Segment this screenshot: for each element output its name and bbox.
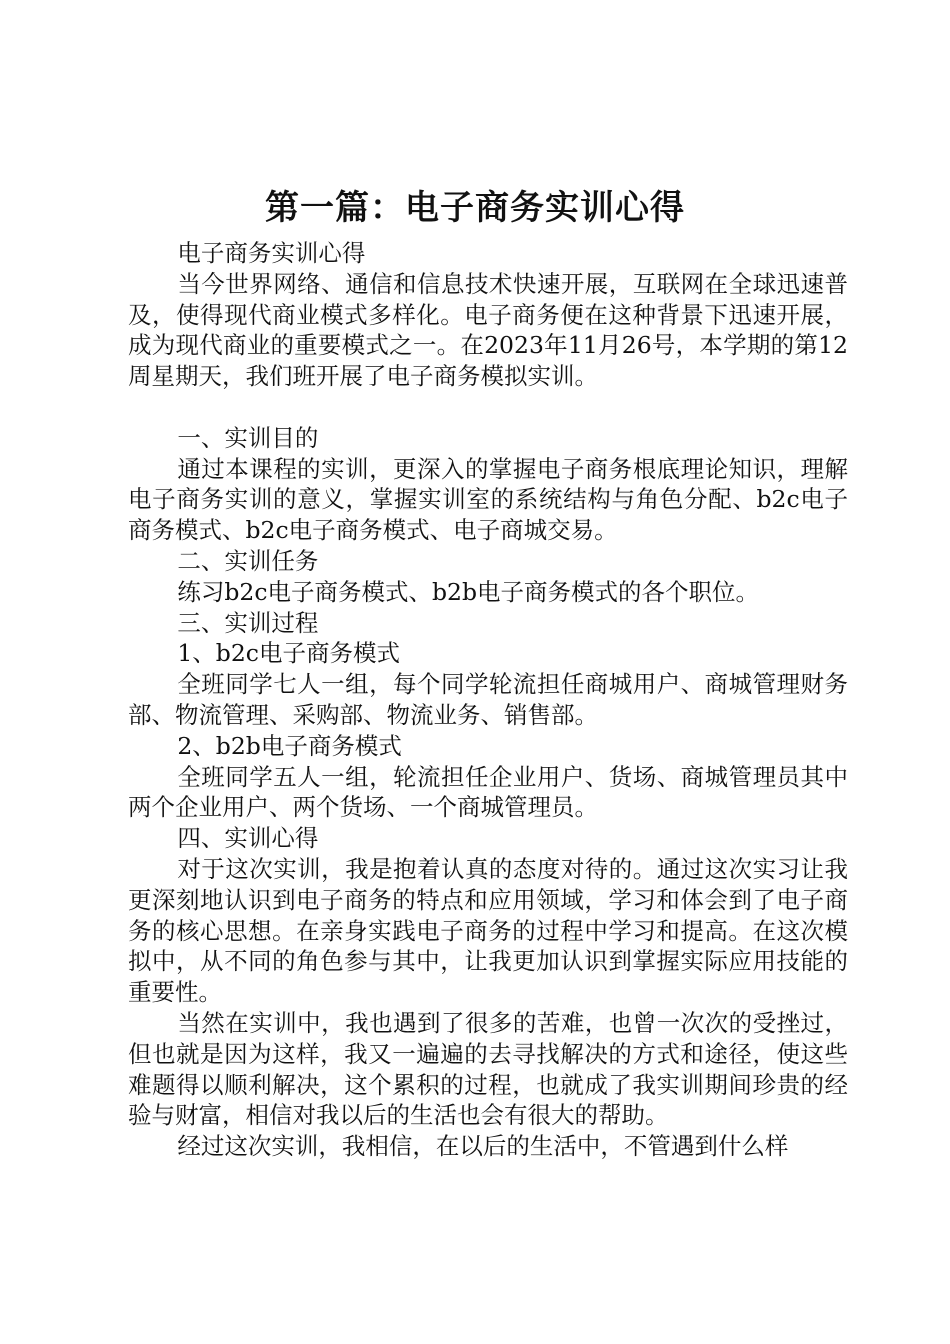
section-heading-tasks: 二、实训任务 [177,546,319,575]
b2b-paragraph: 全班同学五人一组，轮流担任企业用户、货场、商城管理员其中两个企业用户、两个货场、一个商城管理员。 [128,762,848,822]
blank-line [128,392,848,423]
intro-paragraph: 当今世界网络、通信和信息技术快速开展，互联网在全球迅速普及，使得现代商业模式多样化。电子商务便在这种背景下迅速开展，成为现代商业的重要模式之一。在2023年11月26号，本学期的第12周星期天，我们班开展了电子商务模拟实训。 [128,269,848,391]
subheading-b2b: 2、b2b电子商务模式 [177,731,402,760]
section-heading-process: 三、实训过程 [177,608,319,637]
reflection-paragraph: 对于这次实训，我是抱着认真的态度对待的。通过这次实习让我更深刻地认识到电子商务的特点和应用领域，学习和体会到了电子商务的核心思想。在亲身实践电子商务的过程中学习和提高。在这次模拟中，从不同的角色参与其中，让我更加认识到掌握实际应用技能的重要性。 [128,854,848,1007]
subheading-b2c: 1、b2c电子商务模式 [177,639,400,668]
subtitle-paragraph: 电子商务实训心得 [177,239,366,267]
document-body [128,238,848,1162]
closing-paragraph: 经过这次实训，我相信，在以后的生活中，不管遇到什么样 [177,1132,789,1161]
section-heading-reflection: 四、实训心得 [177,824,319,853]
section-heading-purpose: 一、实训目的 [177,423,319,452]
purpose-paragraph: 通过本课程的实训，更深入的掌握电子商务根底理论知识，理解电子商务实训的意义，掌握实训室的系统结构与角色分配、b2c电子商务模式、b2c电子商务模式、电子商城交易。 [128,454,848,545]
tasks-paragraph: 练习b2c电子商务模式、b2b电子商务模式的各个职位。 [177,577,760,606]
difficulty-paragraph: 当然在实训中，我也遇到了很多的苦难，也曾一次次的受挫过，但也就是因为这样，我又一遍遍的去寻找解决的方式和途径，使这些难题得以顺利解决，这个累积的过程，也就成了我实训期间珍贵的经验与财富，相信对我以后的生活也会有很大的帮助。 [128,1008,848,1130]
b2c-paragraph: 全班同学七人一组，每个同学轮流担任商城用户、商城管理财务部、物流管理、采购部、物流业务、销售部。 [128,670,848,729]
document-title: 第一篇：电子商务实训心得 [265,188,685,228]
